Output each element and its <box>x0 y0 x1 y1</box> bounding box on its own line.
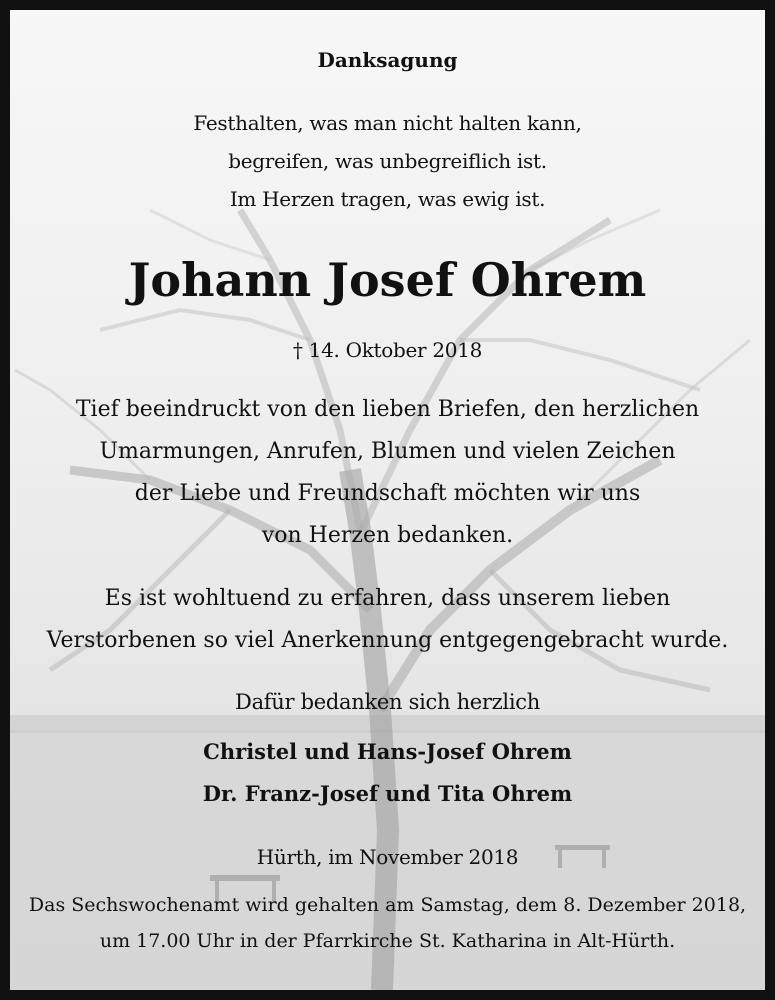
death-date: † 14. Oktober 2018 <box>292 338 483 362</box>
heading-danksagung: Danksagung <box>317 48 458 72</box>
appreciation-line-2: Verstorbenen so viel Anerkennung entgegengebracht wurde. <box>46 628 729 653</box>
deceased-name: Johann Josef Ohrem <box>128 253 647 307</box>
family-line-1: Christel und Hans-Josef Ohrem <box>203 739 572 764</box>
thanks-line-4: von Herzen bedanken. <box>261 523 514 548</box>
place-date: Hürth, im November 2018 <box>256 845 519 869</box>
poem-line-2: begreifen, was unbegreiflich ist. <box>228 149 547 173</box>
family-line-2: Dr. Franz-Josef und Tita Ohrem <box>202 781 573 806</box>
thanks-line-2: Umarmungen, Anrufen, Blumen und vielen Zeichen <box>99 439 676 464</box>
appreciation-line-1: Es ist wohltuend zu erfahren, dass unserem lieben <box>104 586 671 611</box>
obituary-card <box>10 10 765 990</box>
service-line-2: um 17.00 Uhr in der Pfarrkirche St. Katharina in Alt-Hürth. <box>99 930 676 952</box>
thanks-intro: Dafür bedanken sich herzlich <box>235 690 540 714</box>
thanks-line-3: der Liebe und Freundschaft möchten wir uns <box>134 481 641 506</box>
service-line-1: Das Sechswochenamt wird gehalten am Samstag, dem 8. Dezember 2018, <box>28 894 747 916</box>
thanks-line-1: Tief beeindruckt von den lieben Briefen, den herzlichen <box>75 397 700 422</box>
poem-line-3: Im Herzen tragen, was ewig ist. <box>229 187 546 211</box>
poem-line-1: Festhalten, was man nicht halten kann, <box>193 111 582 135</box>
